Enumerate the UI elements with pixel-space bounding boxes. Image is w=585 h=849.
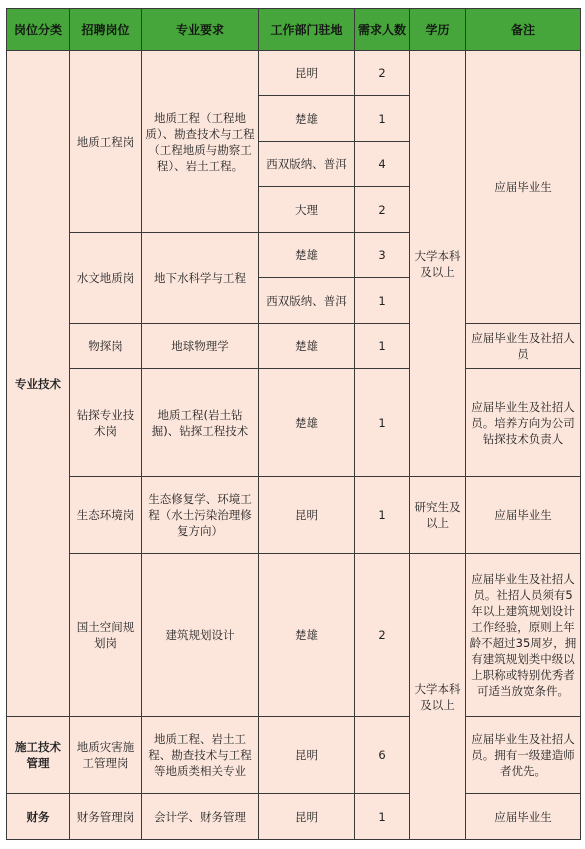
major-hydrogeology: 地下水科学与工程 [142,233,259,324]
table-row [7,717,581,794]
location-cell: 西双版纳、普洱 [259,142,355,187]
major-hazard: 地质工程、岩土工程、勘查技术与工程等地质类相关专业 [142,717,259,794]
remark-cell: 应届毕业生及社招人员。社招人员须有5年以上建筑规划设计工作经验，原则上年龄不超过35周岁，拥有建筑规划类中级以上职称或特别优秀者可适当放宽条件。 [466,554,581,717]
position-hydrogeology: 水文地质岗 [70,233,142,324]
header-position: 招聘岗位 [70,9,142,51]
major-drilling: 地质工程(岩土钻掘)、钻探工程技术 [142,369,259,477]
major-geophysics: 地球物理学 [142,324,259,369]
major-geology: 地质工程（工程地质）、勘查技术与工程（工程地质与勘察工程）、岩土工程。 [142,51,259,233]
table-row [7,324,581,369]
location-cell: 昆明 [259,717,355,794]
location-cell: 昆明 [259,794,355,840]
position-ecology: 生态环境岗 [70,477,142,554]
table-row [7,369,581,477]
location-cell: 楚雄 [259,233,355,278]
count-cell: 1 [355,96,410,142]
location-cell: 昆明 [259,477,355,554]
table-row [7,477,581,554]
count-cell: 6 [355,717,410,794]
major-ecology: 生态修复学、环境工程（水土污染治理修复方向） [142,477,259,554]
location-cell: 大理 [259,187,355,233]
page [6,8,581,840]
table-row [7,554,581,717]
count-cell: 1 [355,477,410,554]
header-major: 专业要求 [142,9,259,51]
major-planning: 建筑规划设计 [142,554,259,717]
header-location: 工作部门驻地 [259,9,355,51]
category-finance: 财务 [7,794,70,840]
position-drilling: 钻探专业技术岗 [70,369,142,477]
remark-cell: 应届毕业生 [466,794,581,840]
major-finance: 会计学、财务管理 [142,794,259,840]
header-count: 需求人数 [355,9,410,51]
position-geology: 地质工程岗 [70,51,142,233]
location-cell: 西双版纳、普洱 [259,278,355,324]
count-cell: 1 [355,794,410,840]
category-professional: 专业技术 [7,51,70,717]
position-finance: 财务管理岗 [70,794,142,840]
remark-cell: 应届毕业生及社招人员。培养方向为公司钻探技术负责人 [466,369,581,477]
count-cell: 2 [355,187,410,233]
table-row [7,794,581,840]
position-hazard: 地质灾害施工管理岗 [70,717,142,794]
category-construction: 施工技术管理 [7,717,70,794]
count-cell: 1 [355,278,410,324]
location-cell: 楚雄 [259,96,355,142]
education-bachelor: 大学本科及以上 [410,51,466,477]
header-remark: 备注 [466,9,581,51]
remark-cell: 应届毕业生 [466,51,581,324]
count-cell: 4 [355,142,410,187]
recruitment-table [6,8,581,840]
location-cell: 楚雄 [259,324,355,369]
count-cell: 2 [355,554,410,717]
header-row [7,9,581,51]
count-cell: 1 [355,369,410,477]
location-cell: 昆明 [259,51,355,96]
education-graduate: 研究生及以上 [410,477,466,554]
count-cell: 2 [355,51,410,96]
location-cell: 楚雄 [259,369,355,477]
count-cell: 1 [355,324,410,369]
location-cell: 楚雄 [259,554,355,717]
education-bachelor-2: 大学本科及以上 [410,554,466,840]
remark-cell: 应届毕业生及社招人员。拥有一级建造师者优先。 [466,717,581,794]
header-education: 学历 [410,9,466,51]
table-row [7,51,581,96]
header-category: 岗位分类 [7,9,70,51]
remark-cell: 应届毕业生及社招人员 [466,324,581,369]
count-cell: 3 [355,233,410,278]
remark-cell: 应届毕业生 [466,477,581,554]
position-geophysics: 物探岗 [70,324,142,369]
position-planning: 国土空间规划岗 [70,554,142,717]
